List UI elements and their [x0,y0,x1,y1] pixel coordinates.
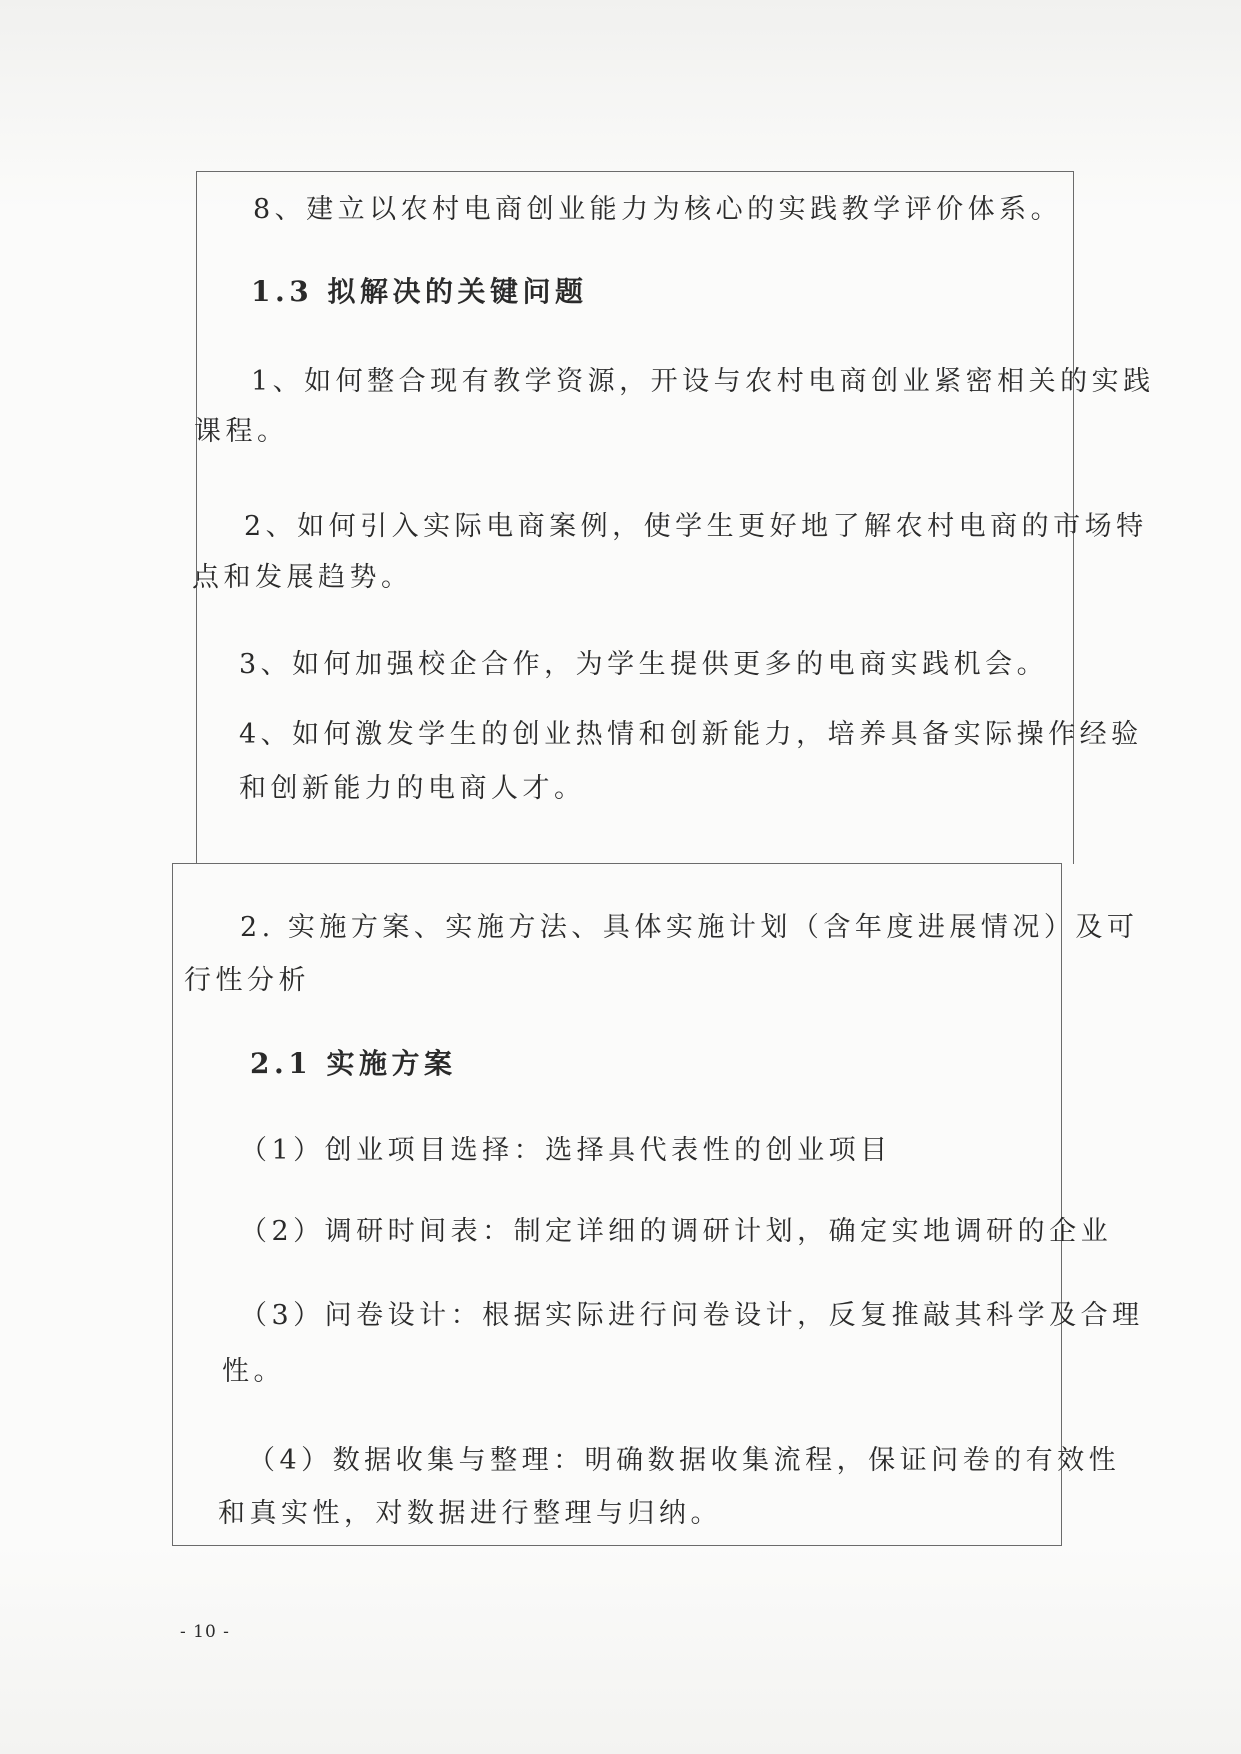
plan-item-3-line2: 性。 [222,1356,285,1387]
section-2-title-line1: 2. 实施方案、实施方法、具体实施计划（含年度进展情况）及可 [240,912,1139,943]
heading-2-1: 2.1 实施方案 [250,1047,457,1080]
heading-1-3: 1.3 拟解决的关键问题 [251,275,588,308]
plan-item-2: （2）调研时间表：制定详细的调研计划，确定实地调研的企业 [240,1216,1113,1247]
plan-item-3-line1: （3）问卷设计：根据实际进行问卷设计，反复推敲其科学及合理 [240,1300,1144,1331]
plan-item-4-line2: 和真实性，对数据进行整理与归纳。 [218,1498,722,1529]
problem-2-line2: 点和发展趋势。 [192,562,413,593]
plan-item-4-line1: （4）数据收集与整理：明确数据收集流程，保证问卷的有效性 [248,1445,1121,1476]
problem-1-line2: 课程。 [194,416,289,447]
item-8-text: 8、建立以农村电商创业能力为核心的实践教学评价体系。 [253,194,1063,225]
section-2-title-line2: 行性分析 [184,965,310,996]
plan-item-1: （1）创业项目选择：选择具代表性的创业项目 [240,1135,892,1166]
problem-1-line1: 1、如何整合现有教学资源，开设与农村电商创业紧密相关的实践 [251,366,1155,397]
problem-4-line1: 4、如何激发学生的创业热情和创新能力，培养具备实际操作经验 [239,719,1143,750]
problem-4-line2: 和创新能力的电商人才。 [239,773,586,804]
problem-2-line1: 2、如何引入实际电商案例，使学生更好地了解农村电商的市场特 [244,511,1148,542]
page-number: - 10 - [180,1622,230,1642]
problem-3-text: 3、如何加强校企合作，为学生提供更多的电商实践机会。 [239,649,1049,680]
